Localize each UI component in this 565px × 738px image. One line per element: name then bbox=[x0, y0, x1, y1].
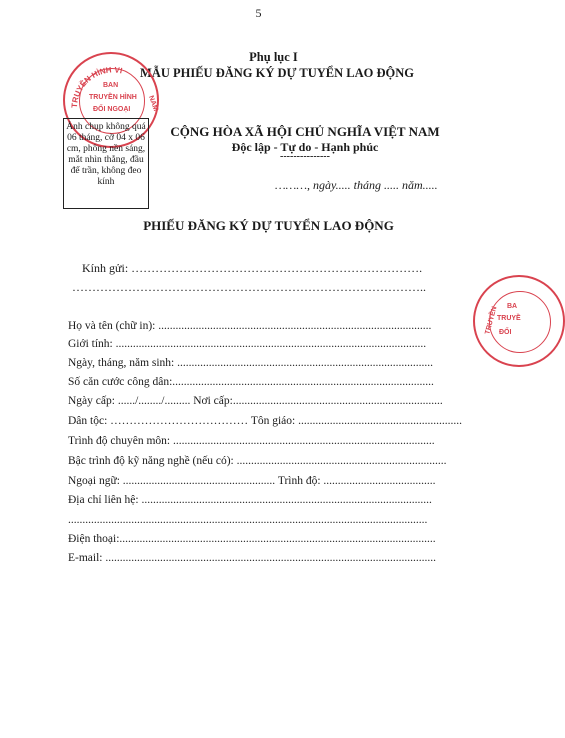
field-email[interactable]: E-mail: ................................................................................................................... bbox=[68, 552, 436, 564]
stamp-line-2: TRUYỀN HÌNH bbox=[89, 94, 137, 101]
motto-separator: --------------- bbox=[280, 151, 330, 162]
stamp-outer-text: TRUYỀN HÌNH VI bbox=[69, 65, 124, 109]
form-title-top: MẪU PHIẾU ĐĂNG KÝ DỰ TUYỂN LAO ĐỘNG bbox=[140, 66, 414, 80]
field-phone[interactable]: Điện thoại:.............................................................................................................. bbox=[68, 533, 436, 545]
field-full-name[interactable]: Họ và tên (chữ in): ............................................................................................... bbox=[68, 320, 432, 332]
field-issue-date-place[interactable]: Ngày cấp: ....../......../......... Nơi cấp:......................................................................... bbox=[68, 395, 443, 407]
field-ethnicity-religion[interactable]: Dân tộc: ……………………………… Tôn giáo: ......................................................... bbox=[68, 415, 462, 427]
national-motto: Độc lập - Tự do - Hạnh phúc bbox=[231, 140, 379, 154]
recipient-line-1: Kính gửi: ………………………………………………………………. bbox=[82, 261, 423, 275]
partial-stamp-line-1: BA bbox=[507, 303, 518, 310]
recipient-line-2: …………………………………………………………………………….. bbox=[72, 280, 426, 294]
stamp-line-1: BAN bbox=[103, 82, 119, 89]
page-number: 5 bbox=[255, 6, 262, 20]
photo-box-instructions: Ảnh chụp không quá 06 tháng, cỡ 04 x 06 cm, phông nền sáng, mắt nhìn thẳng, đầu để trần, không đeo kính bbox=[66, 122, 146, 187]
appendix-title: Phụ lục I bbox=[249, 50, 298, 64]
field-foreign-language[interactable]: Ngoại ngữ: ..................................................... Trình độ: ....................................... bbox=[68, 475, 436, 487]
field-contact-address[interactable]: Địa chỉ liên hệ: ..................................................................................................... bbox=[68, 494, 432, 506]
field-date-of-birth[interactable]: Ngày, tháng, năm sinh: ......................................................................................... bbox=[68, 357, 434, 369]
field-contact-address-continued[interactable]: ............................................................................................................................. bbox=[68, 514, 428, 526]
partial-stamp-outer: TRUYỀN bbox=[484, 305, 499, 336]
field-professional-level[interactable]: Trình độ chuyên môn: ........................................................................................... bbox=[68, 435, 435, 447]
stamp-side-text: NAM bbox=[146, 94, 159, 113]
partial-stamp-line-2: TRUYỀ bbox=[497, 315, 521, 322]
partial-stamp-line-3: ĐỐI bbox=[499, 329, 512, 336]
date-line: ………, ngày..... tháng ..... năm..... bbox=[275, 178, 438, 192]
field-citizen-id[interactable]: Số căn cước công dân:........................................................................................... bbox=[68, 376, 434, 388]
photo-placeholder-box bbox=[63, 118, 149, 209]
field-vocational-skill-level[interactable]: Bậc trình độ kỹ năng nghề (nếu có): ......................................................................... bbox=[68, 455, 447, 467]
stamp-line-3: ĐỐI NGOẠI bbox=[93, 106, 131, 113]
form-title-main: PHIẾU ĐĂNG KÝ DỰ TUYỂN LAO ĐỘNG bbox=[143, 218, 394, 233]
country-name: CỘNG HÒA XÃ HỘI CHỦ NGHĨA VIỆT NAM bbox=[170, 124, 440, 139]
field-gender[interactable]: Giới tính: ............................................................................................................ bbox=[68, 338, 427, 350]
partial-stamp-right bbox=[473, 275, 565, 367]
